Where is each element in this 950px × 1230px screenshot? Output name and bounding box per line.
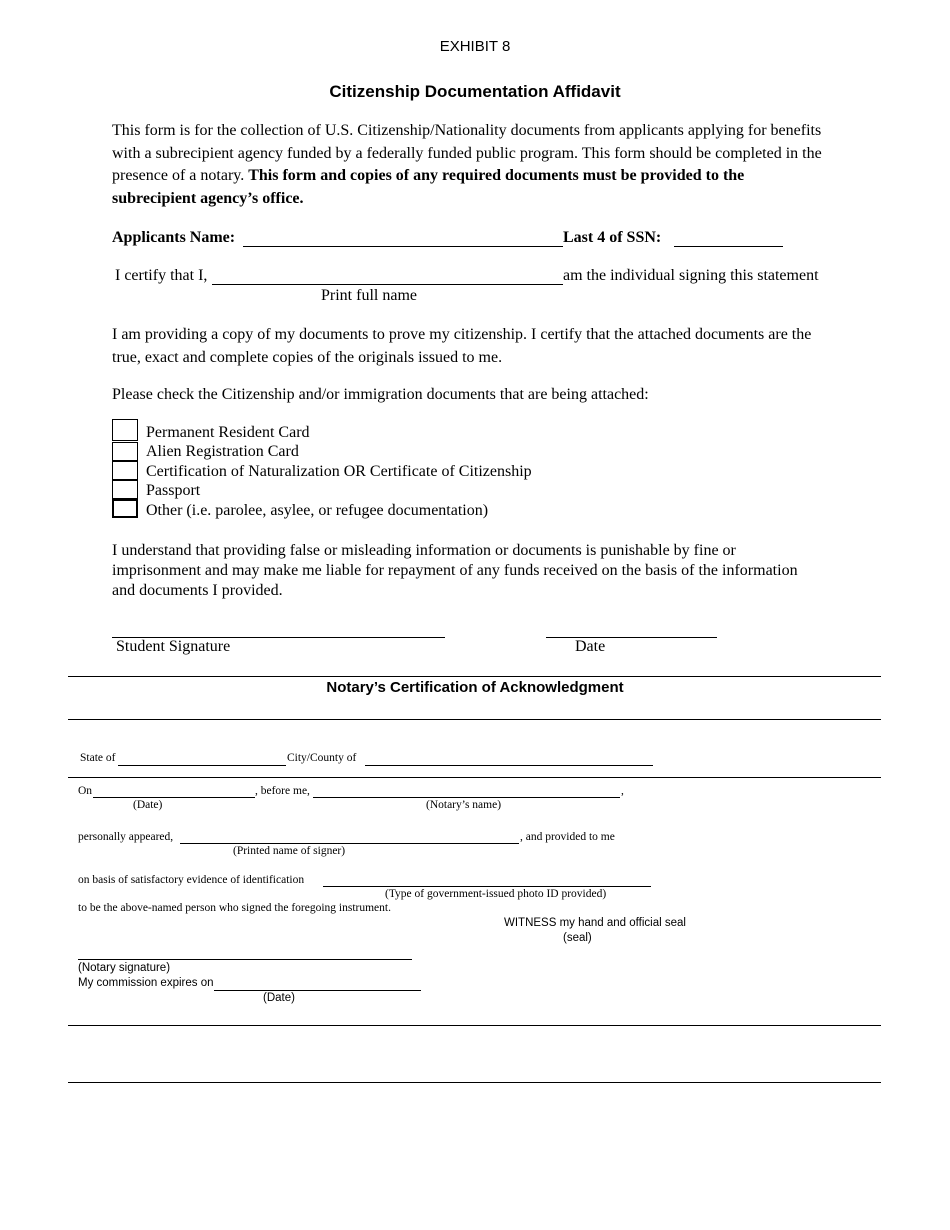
evidence-label: on basis of satisfactory evidence of identification	[78, 874, 305, 886]
checkbox-permanent-resident-card[interactable]	[112, 419, 138, 441]
notary-top-rule	[68, 676, 881, 677]
print-full-name-field[interactable]	[212, 284, 563, 285]
date-signature-label: Date	[575, 638, 606, 655]
notary-signature-line[interactable]	[78, 959, 412, 960]
page-title: Citizenship Documentation Affidavit	[329, 82, 621, 101]
applicant-name-field[interactable]	[243, 246, 563, 247]
personally-appeared-label: personally appeared,	[78, 831, 174, 843]
commission-expires-label: My commission expires on	[78, 977, 214, 989]
notary-heading: Notary’s Certification of Acknowledgment	[326, 679, 624, 696]
certify-suffix: am the individual signing this statement	[563, 267, 819, 284]
printed-name-caption: (Printed name of signer)	[233, 845, 346, 857]
state-field[interactable]	[118, 765, 286, 766]
signer-name-field[interactable]	[180, 843, 519, 844]
exhibit-label: EXHIBIT 8	[439, 38, 511, 55]
before-me-label: , before me,	[255, 785, 310, 797]
document-label-permanent-resident-card: Permanent Resident Card	[146, 424, 310, 441]
county-label: City/County of	[287, 752, 357, 764]
intro-text: This form is for the collection of U.S. Citizenship/Nationality documents from applicants applying for benefits with a subrecipient agency funded by a federally funded public program. This form should be completed in the presence of a notary.	[112, 122, 822, 184]
checkbox-passport[interactable]	[112, 480, 138, 499]
date-caption: (Date)	[133, 799, 163, 811]
on-label: On	[78, 785, 93, 797]
notary-signature-label: (Notary signature)	[78, 962, 171, 974]
certify-prefix: I certify that I,	[115, 267, 208, 284]
checkbox-other[interactable]	[112, 499, 138, 518]
commission-date-caption: (Date)	[263, 992, 295, 1004]
notary-name-field[interactable]	[313, 797, 620, 798]
check-instruction: Please check the Citizenship and/or immigration documents that are being attached:	[112, 386, 649, 403]
commission-date-field[interactable]	[214, 990, 421, 991]
id-type-field[interactable]	[323, 886, 651, 887]
document-label-certificate-of-citizenship: Certification of Naturalization OR Certificate of Citizenship	[146, 463, 532, 480]
intro-paragraph	[112, 120, 832, 210]
student-signature-label: Student Signature	[116, 638, 231, 655]
notary-bottom-rule	[68, 1025, 881, 1026]
intro-bold-text: This form and copies of any required documents must be provided to the subrecipient agency’s office.	[112, 167, 745, 207]
id-caption: (Type of government-issued photo ID provided)	[385, 888, 607, 900]
county-field[interactable]	[365, 765, 653, 766]
applicant-name-label: Applicants Name:	[112, 229, 236, 246]
state-label: State of	[80, 752, 116, 764]
comma-label: ,	[621, 785, 624, 797]
seal-label: (seal)	[563, 932, 592, 944]
date-signature-line[interactable]	[546, 637, 717, 638]
notary-name-caption: (Notary’s name)	[426, 799, 502, 811]
above-named-statement: to be the above-named person who signed the foregoing instrument.	[78, 902, 391, 914]
providing-statement: I am providing a copy of my documents to prove my citizenship. I certify that the attached documents are the true, exact and complete copies of the originals issued to me.	[112, 326, 812, 366]
provided-to-me-label: , and provided to me	[520, 831, 615, 843]
state-county-rule	[68, 777, 881, 778]
page-end-rule	[68, 1082, 881, 1083]
document-label-alien-registration-card: Alien Registration Card	[146, 443, 299, 460]
print-full-name-caption: Print full name	[321, 287, 417, 304]
checkbox-certificate-of-citizenship[interactable]	[112, 461, 138, 480]
document-label-other: Other (i.e. parolee, asylee, or refugee documentation)	[146, 502, 489, 519]
ssn-label: Last 4 of SSN:	[563, 229, 662, 246]
document-label-passport: Passport	[146, 482, 201, 499]
understand-statement: I understand that providing false or misleading information or documents is punishable by fine or imprisonment and may make me liable for repayment of any funds received on the basis of the information and documents I provided.	[112, 542, 798, 599]
witness-label: WITNESS my hand and official seal	[504, 917, 686, 929]
ssn-field[interactable]	[674, 246, 783, 247]
notary-heading-rule	[68, 719, 881, 720]
on-date-field[interactable]	[93, 797, 255, 798]
checkbox-alien-registration-card[interactable]	[112, 442, 138, 461]
